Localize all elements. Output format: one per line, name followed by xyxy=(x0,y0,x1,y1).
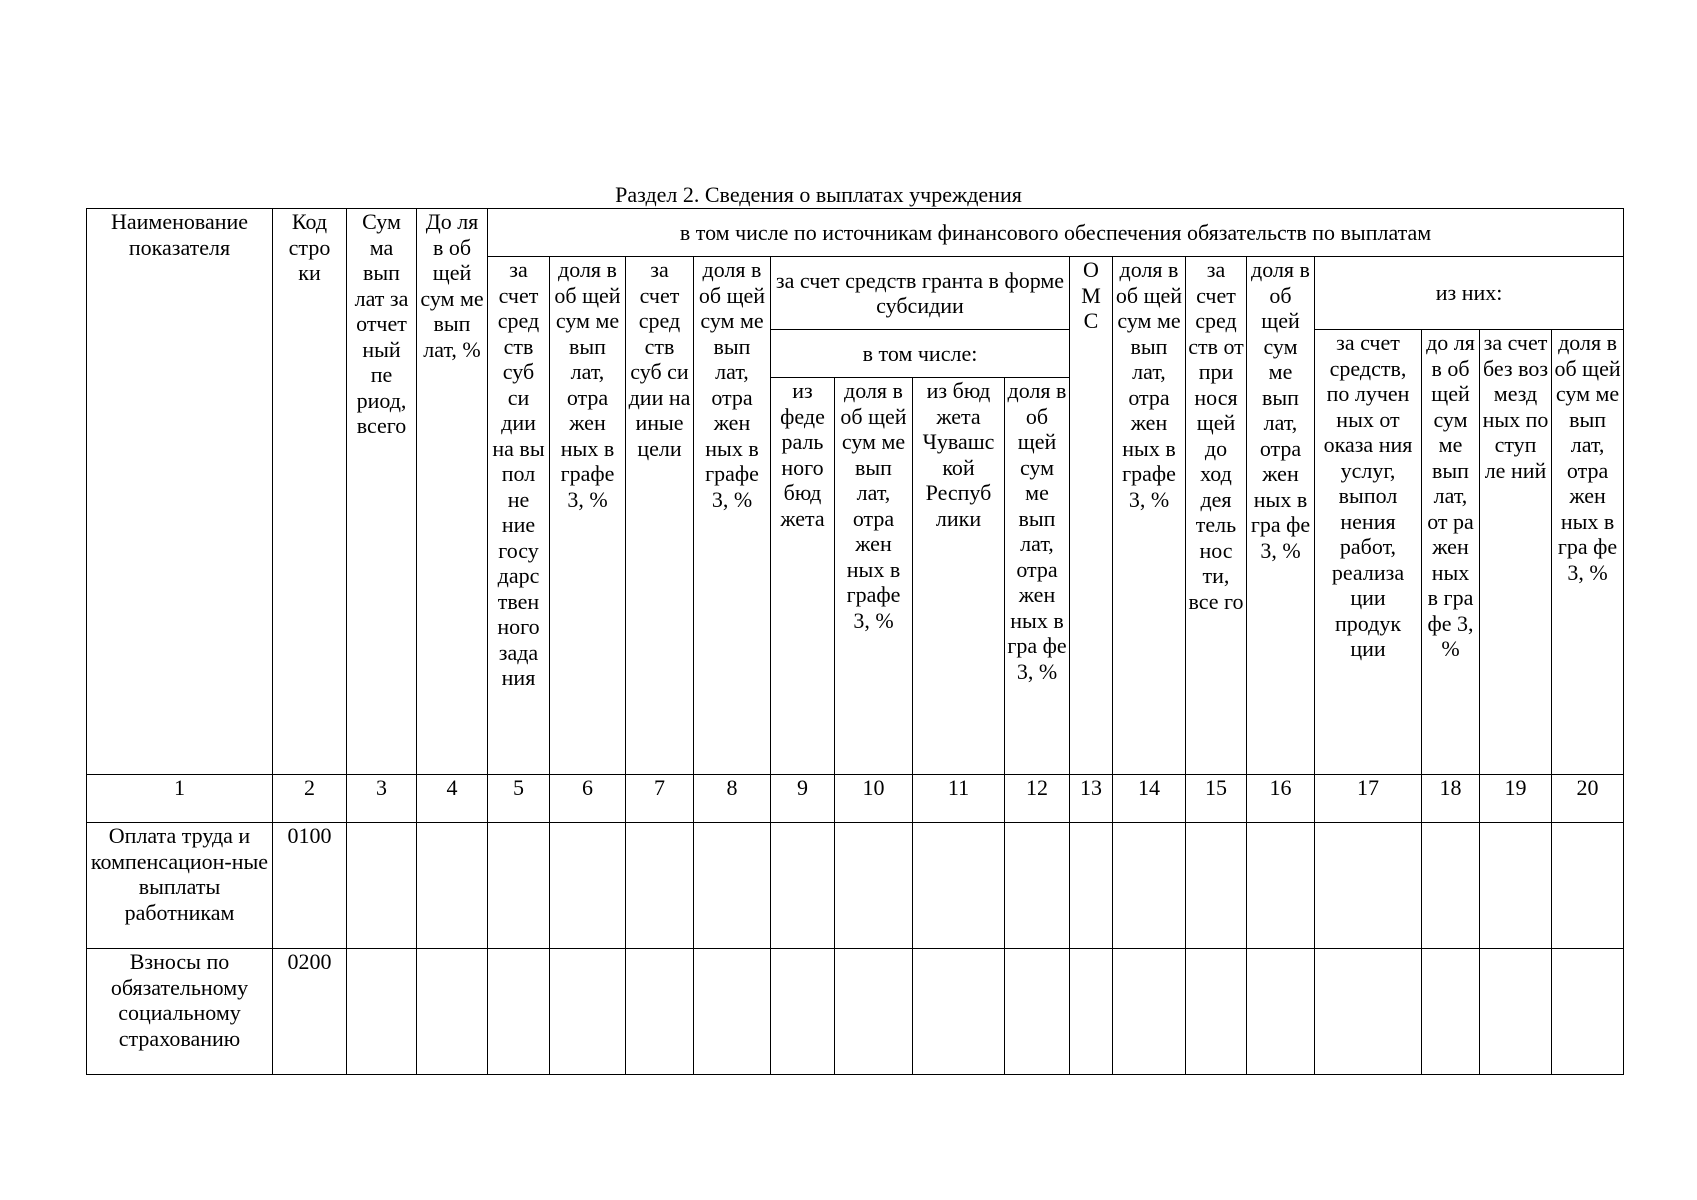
column-number: 13 xyxy=(1070,775,1113,823)
column-number: 6 xyxy=(550,775,626,823)
value-cell[interactable] xyxy=(1005,949,1070,1075)
value-cell[interactable] xyxy=(1552,823,1624,949)
header-name: Наименование показателя xyxy=(87,209,273,775)
section-title-text: Раздел 2. Сведения о выплатах учреждения xyxy=(615,182,1022,207)
row-name: Оплата труда и компенсацион-ные выплаты работникам xyxy=(87,823,273,949)
value-cell[interactable] xyxy=(694,949,771,1075)
value-cell[interactable] xyxy=(694,823,771,949)
value-cell[interactable] xyxy=(771,949,835,1075)
value-cell[interactable] xyxy=(1005,823,1070,949)
column-number: 8 xyxy=(694,775,771,823)
header-group-sources: в том числе по источникам финансового обеспечения обязательств по выплатам xyxy=(488,209,1624,257)
value-cell[interactable] xyxy=(417,823,488,949)
column-numbers-row xyxy=(87,775,1624,823)
value-cell[interactable] xyxy=(417,949,488,1075)
table-row xyxy=(87,823,1624,949)
column-number: 19 xyxy=(1480,775,1552,823)
column-number: 10 xyxy=(835,775,913,823)
value-cell[interactable] xyxy=(1552,949,1624,1075)
header-sum: Сум ма вып лат за отчет ный пе риод, всего xyxy=(347,209,417,775)
row-name: Взносы по обязательному социальному страхованию xyxy=(87,949,273,1075)
value-cell[interactable] xyxy=(1422,823,1480,949)
value-cell[interactable] xyxy=(347,823,417,949)
payments-table xyxy=(86,208,1624,1075)
header-grant-including: в том числе: xyxy=(771,330,1070,378)
value-cell[interactable] xyxy=(1186,949,1247,1075)
value-cell[interactable] xyxy=(1247,949,1315,1075)
header-col-14: доля в об щей сум ме вып лат, отра жен ных в графе 3, % xyxy=(1113,257,1186,775)
header-col-20: доля в об щей сум ме вып лат, отра жен ных в гра фе 3, % xyxy=(1552,330,1624,775)
column-number: 11 xyxy=(913,775,1005,823)
value-cell[interactable] xyxy=(1186,823,1247,949)
value-cell[interactable] xyxy=(1315,823,1422,949)
header-col-18: до ля в об щей сум ме вып лат, от ра жен ных в гра фе 3, % xyxy=(1422,330,1480,775)
value-cell[interactable] xyxy=(1113,823,1186,949)
column-number: 9 xyxy=(771,775,835,823)
column-number: 2 xyxy=(273,775,347,823)
header-col-6: доля в об щей сум ме вып лат, отра жен ных в графе 3, % xyxy=(550,257,626,775)
value-cell[interactable] xyxy=(626,949,694,1075)
value-cell[interactable] xyxy=(1247,823,1315,949)
value-cell[interactable] xyxy=(1422,949,1480,1075)
header-share: До ля в об щей сум ме вып лат, % xyxy=(417,209,488,775)
header-group-grant: за счет средств гранта в форме субсидии xyxy=(771,257,1070,330)
value-cell[interactable] xyxy=(1070,949,1113,1075)
column-number: 20 xyxy=(1552,775,1624,823)
table-row xyxy=(87,949,1624,1075)
header-col-9: из феде раль ного бюд жета xyxy=(771,378,835,775)
column-number: 4 xyxy=(417,775,488,823)
header-col-16: доля в об щей сум ме вып лат, отра жен ных в гра фе 3, % xyxy=(1247,257,1315,775)
header-col-5: за счет сред ств суб си дии на вы пол не ние госу дарс твен ного зада ния xyxy=(488,257,550,775)
header-col-19: за счет без воз мезд ных по ступ ле ний xyxy=(1480,330,1552,775)
section-title xyxy=(0,183,1697,207)
header-col-13: О М С xyxy=(1070,257,1113,775)
column-number: 1 xyxy=(87,775,273,823)
value-cell[interactable] xyxy=(1070,823,1113,949)
column-number: 3 xyxy=(347,775,417,823)
column-number: 18 xyxy=(1422,775,1480,823)
value-cell[interactable] xyxy=(913,823,1005,949)
header-col-10: доля в об щей сум ме вып лат, отра жен ных в графе 3, % xyxy=(835,378,913,775)
header-col-11: из бюд жета Чувашс кой Респуб лики xyxy=(913,378,1005,775)
column-number: 17 xyxy=(1315,775,1422,823)
header-col-7: за счет сред ств суб си дии на иные цели xyxy=(626,257,694,775)
header-col-12: доля в об щей сум ме вып лат, отра жен ных в гра фе 3, % xyxy=(1005,378,1070,775)
header-group-of-them: из них: xyxy=(1315,257,1624,330)
header-col-15: за счет сред ств от при нося щей до ход дея тель нос ти, все го xyxy=(1186,257,1247,775)
column-number: 7 xyxy=(626,775,694,823)
column-number: 5 xyxy=(488,775,550,823)
row-code: 0200 xyxy=(273,949,347,1075)
value-cell[interactable] xyxy=(835,823,913,949)
column-number: 15 xyxy=(1186,775,1247,823)
value-cell[interactable] xyxy=(1113,949,1186,1075)
header-col-17: за счет средств, по лучен ных от оказа ния услуг, выпол нения работ, реализа ции продук ции xyxy=(1315,330,1422,775)
value-cell[interactable] xyxy=(550,949,626,1075)
column-number: 16 xyxy=(1247,775,1315,823)
value-cell[interactable] xyxy=(1480,823,1552,949)
row-code: 0100 xyxy=(273,823,347,949)
header-code: Код стро ки xyxy=(273,209,347,775)
value-cell[interactable] xyxy=(835,949,913,1075)
value-cell[interactable] xyxy=(913,949,1005,1075)
column-number: 14 xyxy=(1113,775,1186,823)
value-cell[interactable] xyxy=(347,949,417,1075)
value-cell[interactable] xyxy=(771,823,835,949)
value-cell[interactable] xyxy=(488,823,550,949)
header-col-8: доля в об щей сум ме вып лат, отра жен ных в графе 3, % xyxy=(694,257,771,775)
value-cell[interactable] xyxy=(488,949,550,1075)
value-cell[interactable] xyxy=(550,823,626,949)
value-cell[interactable] xyxy=(1480,949,1552,1075)
value-cell[interactable] xyxy=(626,823,694,949)
column-number: 12 xyxy=(1005,775,1070,823)
value-cell[interactable] xyxy=(1315,949,1422,1075)
